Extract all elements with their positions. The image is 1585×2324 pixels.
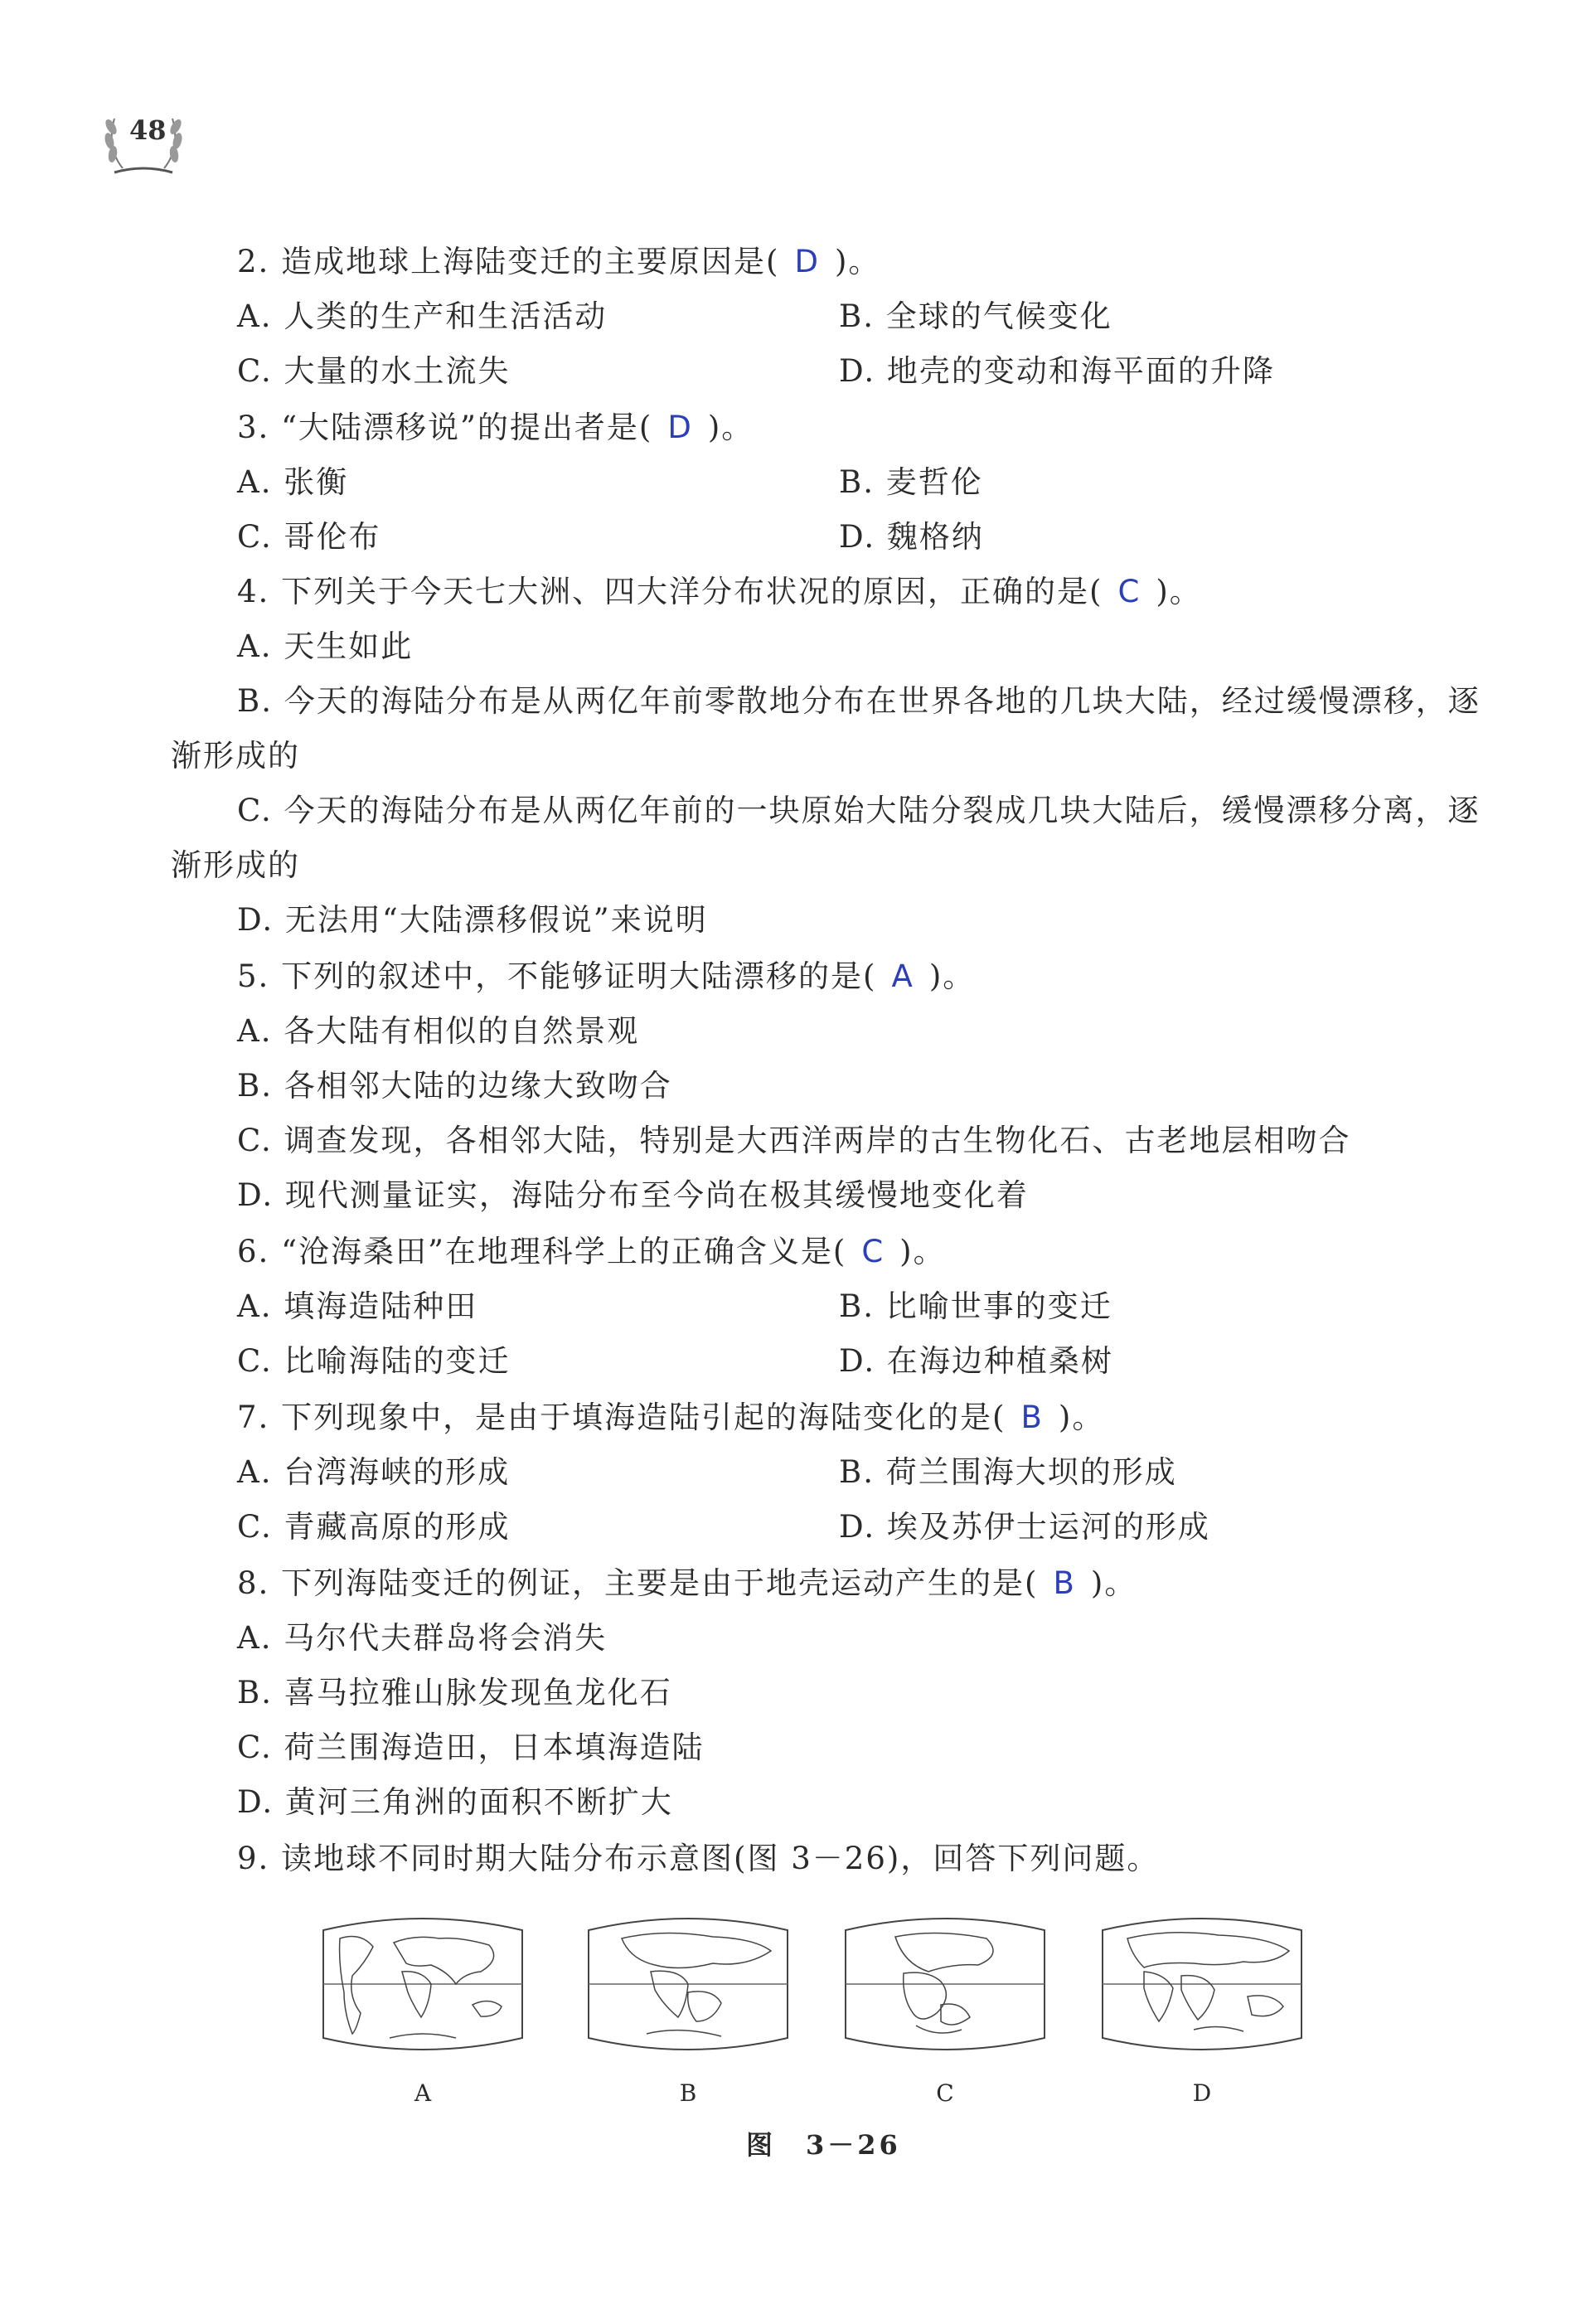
world-map-d — [1094, 1914, 1310, 2055]
question-4-stem: 4. 下列关于今天七大洲、四大洋分布状况的原因，正确的是( C )。 — [237, 574, 1202, 609]
figure-caption: 图 3－26 — [746, 2129, 901, 2161]
question-7-stem: 7. 下列现象中，是由于填海造陆引起的海陆变化的是( B )。 — [237, 1400, 1105, 1435]
page-number-badge — [98, 98, 189, 181]
option: D. 地壳的变动和海平面的升降 — [839, 353, 1275, 389]
option: A. 填海造陆种田 — [237, 1288, 478, 1324]
option: D. 黄河三角洲的面积不断扩大 — [237, 1784, 673, 1820]
option-continuation: 渐形成的 — [171, 847, 300, 883]
option: A. 张衡 — [237, 464, 349, 500]
option: D. 无法用“大陆漂移假说”来说明 — [237, 902, 708, 938]
answer-mark: B — [1020, 1400, 1044, 1435]
map-label-b: B — [679, 2079, 697, 2107]
option: B. 全球的气候变化 — [839, 298, 1112, 334]
option: B. 喜马拉雅山脉发现鱼龙化石 — [237, 1675, 672, 1710]
answer-mark: C — [1117, 574, 1141, 609]
option: A. 台湾海峡的形成 — [237, 1454, 511, 1490]
question-6-stem: 6. “沧海桑田”在地理科学上的正确含义是( C )。 — [237, 1234, 946, 1269]
option: B. 各相邻大陆的边缘大致吻合 — [237, 1068, 672, 1104]
answer-mark: D — [794, 244, 820, 279]
option: D. 现代测量证实，海陆分布至今尚在极其缓慢地变化着 — [237, 1177, 1029, 1213]
answer-mark: D — [667, 410, 693, 445]
option: B. 荷兰围海大坝的形成 — [839, 1454, 1177, 1490]
world-map-a — [315, 1914, 531, 2055]
option: C. 今天的海陆分布是从两亿年前的一块原始大陆分裂成几块大陆后，缓慢漂移分离，逐 — [237, 793, 1481, 828]
answer-mark: B — [1053, 1565, 1076, 1601]
option: C. 荷兰围海造田，日本填海造陆 — [237, 1730, 705, 1765]
option: D. 魏格纳 — [839, 519, 984, 555]
option: B. 麦哲伦 — [839, 464, 983, 500]
question-3-stem: 3. “大陆漂移说”的提出者是( D )。 — [237, 410, 754, 445]
option: C. 青藏高原的形成 — [237, 1509, 511, 1545]
question-8-stem: 8. 下列海陆变迁的例证，主要是由于地壳运动产生的是( B )。 — [237, 1565, 1137, 1601]
world-map-b — [580, 1914, 796, 2055]
question-5-stem: 5. 下列的叙述中，不能够证明大陆漂移的是( A )。 — [237, 958, 976, 994]
world-map-c — [837, 1914, 1053, 2055]
option: C. 比喻海陆的变迁 — [237, 1343, 511, 1379]
option: B. 今天的海陆分布是从两亿年前零散地分布在世界各地的几块大陆，经过缓慢漂移，逐 — [237, 683, 1481, 719]
answer-mark: C — [861, 1234, 885, 1269]
page-number: 48 — [129, 114, 167, 146]
option: C. 哥伦布 — [237, 519, 381, 555]
answer-mark: A — [891, 958, 914, 994]
figure-3-26 — [315, 1914, 1326, 2121]
option-continuation: 渐形成的 — [171, 738, 300, 774]
map-label-a: A — [414, 2079, 432, 2107]
option: D. 在海边种植桑树 — [839, 1343, 1113, 1379]
option: D. 埃及苏伊士运河的形成 — [839, 1509, 1210, 1545]
option: A. 天生如此 — [237, 628, 414, 664]
question-2-stem: 2. 造成地球上海陆变迁的主要原因是( D )。 — [237, 244, 881, 279]
option: C. 调查发现，各相邻大陆，特别是大西洋两岸的古生物化石、古老地层相吻合 — [237, 1123, 1351, 1158]
option: A. 马尔代夫群岛将会消失 — [237, 1620, 608, 1656]
map-label-c: C — [936, 2079, 954, 2107]
option: C. 大量的水土流失 — [237, 353, 511, 389]
map-label-d: D — [1192, 2079, 1212, 2107]
question-9-stem: 9. 读地球不同时期大陆分布示意图(图 3－26)，回答下列问题。 — [237, 1841, 1160, 1876]
option: B. 比喻世事的变迁 — [839, 1288, 1112, 1324]
option: A. 人类的生产和生活活动 — [237, 298, 608, 334]
option: A. 各大陆有相似的自然景观 — [237, 1013, 640, 1049]
